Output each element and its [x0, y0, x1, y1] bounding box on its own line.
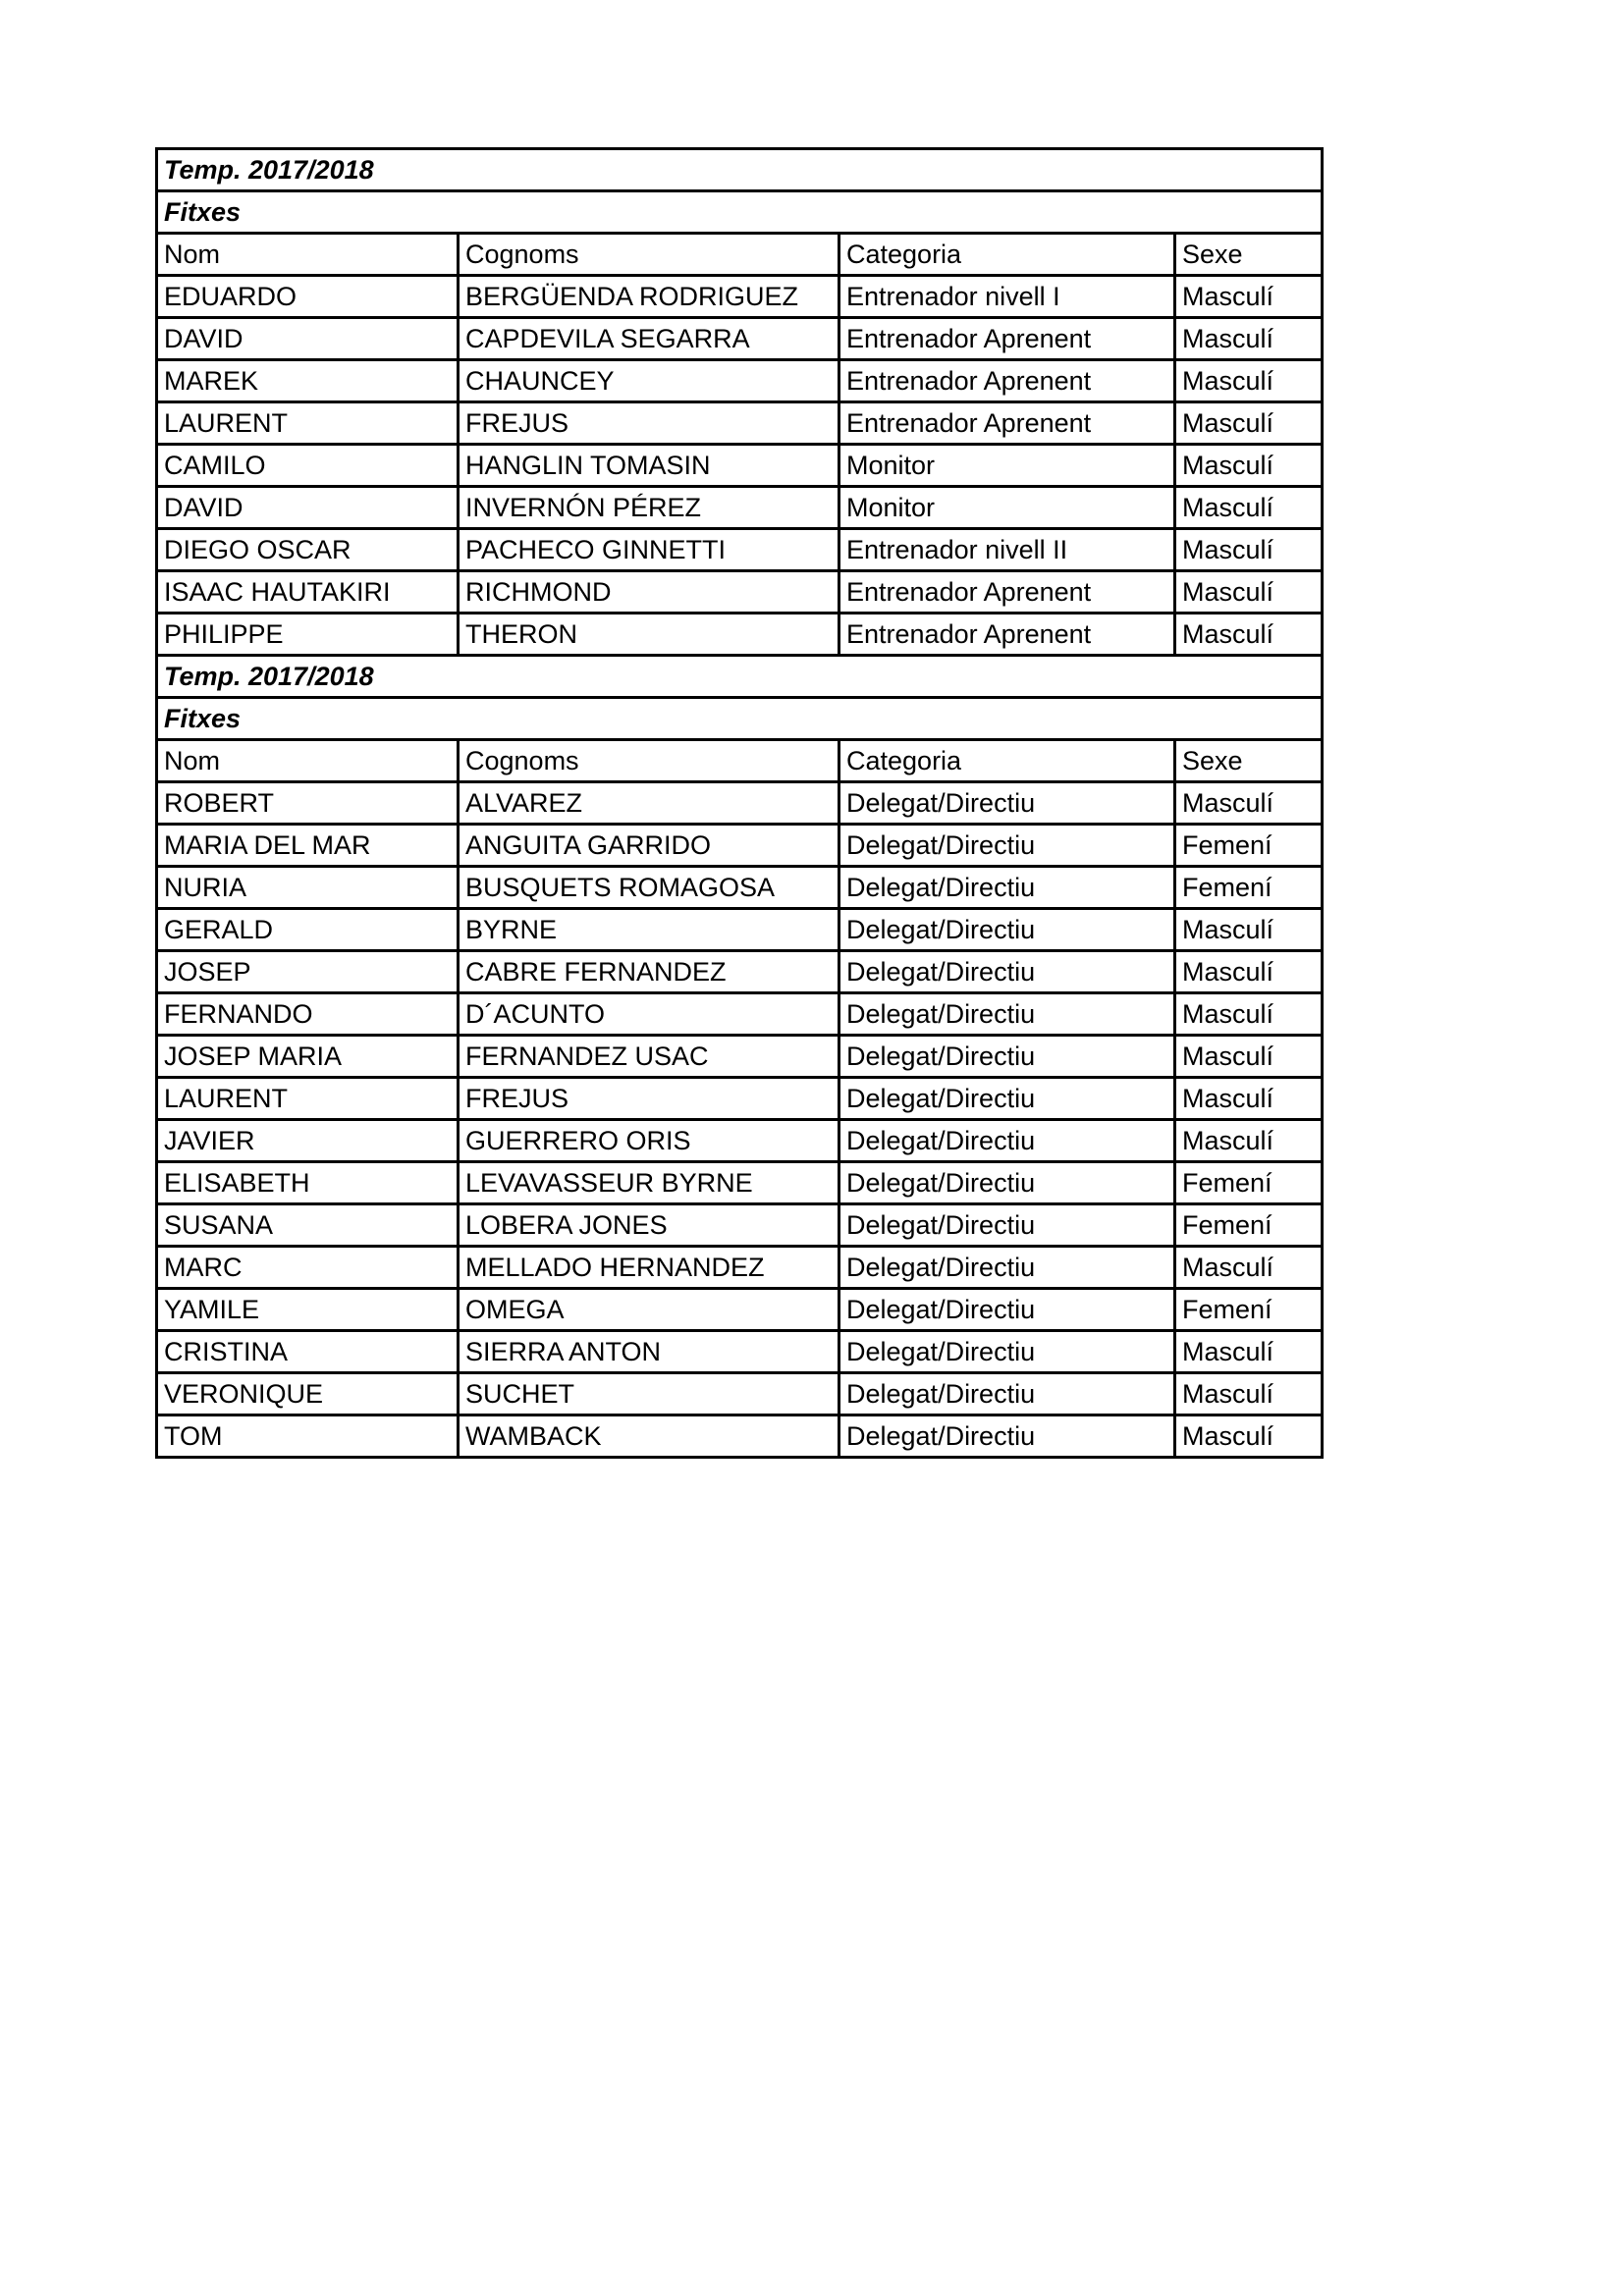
table-row: [157, 445, 1323, 487]
cell-categoria: Entrenador nivell II: [839, 529, 1175, 571]
cell-nom: TOM: [157, 1415, 459, 1458]
section-row: [157, 191, 1323, 234]
table-row: [157, 318, 1323, 360]
cell-sexe: Masculí: [1175, 529, 1323, 571]
column-header-nom: Nom: [157, 740, 459, 782]
cell-sexe: Masculí: [1175, 1415, 1323, 1458]
cell-nom: SUSANA: [157, 1204, 459, 1247]
season-row: [157, 656, 1323, 698]
cell-categoria: Delegat/Directiu: [839, 1204, 1175, 1247]
table-row: [157, 360, 1323, 402]
section-label: Fitxes: [157, 698, 1323, 740]
cell-nom: CRISTINA: [157, 1331, 459, 1373]
cell-nom: FERNANDO: [157, 993, 459, 1036]
table-row: [157, 487, 1323, 529]
cell-sexe: Masculí: [1175, 1036, 1323, 1078]
cell-categoria: Delegat/Directiu: [839, 1036, 1175, 1078]
table-row: [157, 909, 1323, 951]
table-row: [157, 1162, 1323, 1204]
cell-nom: MARIA DEL MAR: [157, 825, 459, 867]
cell-categoria: Delegat/Directiu: [839, 1331, 1175, 1373]
cell-nom: CAMILO: [157, 445, 459, 487]
cell-categoria: Delegat/Directiu: [839, 825, 1175, 867]
cell-categoria: Entrenador Aprenent: [839, 402, 1175, 445]
cell-nom: JOSEP: [157, 951, 459, 993]
cell-nom: PHILIPPE: [157, 614, 459, 656]
cell-cognoms: FREJUS: [459, 1078, 839, 1120]
season-label: Temp. 2017/2018: [157, 656, 1323, 698]
cell-cognoms: OMEGA: [459, 1289, 839, 1331]
cell-sexe: Masculí: [1175, 487, 1323, 529]
cell-nom: JOSEP MARIA: [157, 1036, 459, 1078]
cell-cognoms: CAPDEVILA SEGARRA: [459, 318, 839, 360]
cell-nom: MAREK: [157, 360, 459, 402]
cell-cognoms: BERGÜENDA RODRIGUEZ: [459, 276, 839, 318]
table-row: [157, 402, 1323, 445]
cell-cognoms: LOBERA JONES: [459, 1204, 839, 1247]
table-row: [157, 951, 1323, 993]
cell-cognoms: SUCHET: [459, 1373, 839, 1415]
column-header-nom: Nom: [157, 234, 459, 276]
table-row: [157, 529, 1323, 571]
table-row: [157, 1247, 1323, 1289]
cell-nom: VERONIQUE: [157, 1373, 459, 1415]
cell-sexe: Masculí: [1175, 614, 1323, 656]
cell-nom: MARC: [157, 1247, 459, 1289]
cell-categoria: Delegat/Directiu: [839, 1373, 1175, 1415]
cell-cognoms: WAMBACK: [459, 1415, 839, 1458]
cell-cognoms: CHAUNCEY: [459, 360, 839, 402]
column-header-row: [157, 740, 1323, 782]
column-header-categoria: Categoria: [839, 740, 1175, 782]
column-header-cognoms: Cognoms: [459, 740, 839, 782]
cell-sexe: Masculí: [1175, 782, 1323, 825]
cell-sexe: Masculí: [1175, 571, 1323, 614]
cell-cognoms: PACHECO GINNETTI: [459, 529, 839, 571]
table-row: [157, 825, 1323, 867]
cell-categoria: Delegat/Directiu: [839, 1289, 1175, 1331]
cell-categoria: Entrenador Aprenent: [839, 614, 1175, 656]
licenses-table-body: [157, 149, 1323, 1458]
cell-sexe: Femení: [1175, 1162, 1323, 1204]
cell-nom: LAURENT: [157, 402, 459, 445]
table-row: [157, 1078, 1323, 1120]
cell-nom: DAVID: [157, 487, 459, 529]
cell-nom: ELISABETH: [157, 1162, 459, 1204]
cell-categoria: Entrenador Aprenent: [839, 571, 1175, 614]
column-header-sexe: Sexe: [1175, 234, 1323, 276]
season-row: [157, 149, 1323, 191]
cell-categoria: Entrenador Aprenent: [839, 318, 1175, 360]
cell-nom: YAMILE: [157, 1289, 459, 1331]
licenses-table: [155, 147, 1324, 1459]
cell-categoria: Monitor: [839, 445, 1175, 487]
cell-nom: NURIA: [157, 867, 459, 909]
cell-sexe: Masculí: [1175, 1120, 1323, 1162]
cell-cognoms: CABRE FERNANDEZ: [459, 951, 839, 993]
table-row: [157, 1120, 1323, 1162]
cell-cognoms: ANGUITA GARRIDO: [459, 825, 839, 867]
table-row: [157, 993, 1323, 1036]
cell-categoria: Delegat/Directiu: [839, 1120, 1175, 1162]
cell-categoria: Delegat/Directiu: [839, 782, 1175, 825]
cell-categoria: Delegat/Directiu: [839, 993, 1175, 1036]
table-row: [157, 571, 1323, 614]
cell-nom: DAVID: [157, 318, 459, 360]
cell-categoria: Delegat/Directiu: [839, 1078, 1175, 1120]
cell-nom: DIEGO OSCAR: [157, 529, 459, 571]
cell-sexe: Masculí: [1175, 1078, 1323, 1120]
cell-sexe: Masculí: [1175, 1373, 1323, 1415]
cell-sexe: Masculí: [1175, 402, 1323, 445]
cell-sexe: Femení: [1175, 1289, 1323, 1331]
section-row: [157, 698, 1323, 740]
cell-sexe: Masculí: [1175, 951, 1323, 993]
season-label: Temp. 2017/2018: [157, 149, 1323, 191]
table-row: [157, 1373, 1323, 1415]
cell-cognoms: INVERNÓN PÉREZ: [459, 487, 839, 529]
column-header-row: [157, 234, 1323, 276]
section-label: Fitxes: [157, 191, 1323, 234]
cell-sexe: Masculí: [1175, 318, 1323, 360]
cell-sexe: Masculí: [1175, 360, 1323, 402]
cell-cognoms: ALVAREZ: [459, 782, 839, 825]
cell-cognoms: BUSQUETS ROMAGOSA: [459, 867, 839, 909]
cell-sexe: Femení: [1175, 1204, 1323, 1247]
cell-nom: EDUARDO: [157, 276, 459, 318]
cell-categoria: Delegat/Directiu: [839, 951, 1175, 993]
column-header-cognoms: Cognoms: [459, 234, 839, 276]
cell-nom: ISAAC HAUTAKIRI: [157, 571, 459, 614]
cell-nom: ROBERT: [157, 782, 459, 825]
cell-nom: LAURENT: [157, 1078, 459, 1120]
cell-sexe: Femení: [1175, 867, 1323, 909]
cell-sexe: Femení: [1175, 825, 1323, 867]
cell-cognoms: HANGLIN TOMASIN: [459, 445, 839, 487]
cell-categoria: Delegat/Directiu: [839, 1162, 1175, 1204]
cell-sexe: Masculí: [1175, 993, 1323, 1036]
cell-categoria: Entrenador nivell I: [839, 276, 1175, 318]
cell-cognoms: LEVAVASSEUR BYRNE: [459, 1162, 839, 1204]
table-row: [157, 1289, 1323, 1331]
cell-sexe: Masculí: [1175, 1247, 1323, 1289]
cell-cognoms: FERNANDEZ USAC: [459, 1036, 839, 1078]
cell-sexe: Masculí: [1175, 276, 1323, 318]
table-row: [157, 867, 1323, 909]
cell-cognoms: D´ACUNTO: [459, 993, 839, 1036]
table-row: [157, 276, 1323, 318]
table-row: [157, 782, 1323, 825]
cell-nom: JAVIER: [157, 1120, 459, 1162]
cell-categoria: Delegat/Directiu: [839, 1247, 1175, 1289]
licenses-report: [155, 147, 1324, 1459]
cell-categoria: Delegat/Directiu: [839, 1415, 1175, 1458]
cell-categoria: Monitor: [839, 487, 1175, 529]
cell-categoria: Delegat/Directiu: [839, 909, 1175, 951]
cell-cognoms: BYRNE: [459, 909, 839, 951]
cell-categoria: Entrenador Aprenent: [839, 360, 1175, 402]
cell-cognoms: GUERRERO ORIS: [459, 1120, 839, 1162]
cell-categoria: Delegat/Directiu: [839, 867, 1175, 909]
cell-cognoms: THERON: [459, 614, 839, 656]
column-header-categoria: Categoria: [839, 234, 1175, 276]
column-header-sexe: Sexe: [1175, 740, 1323, 782]
cell-cognoms: SIERRA ANTON: [459, 1331, 839, 1373]
cell-cognoms: FREJUS: [459, 402, 839, 445]
cell-sexe: Masculí: [1175, 1331, 1323, 1373]
cell-cognoms: RICHMOND: [459, 571, 839, 614]
cell-sexe: Masculí: [1175, 445, 1323, 487]
table-row: [157, 1204, 1323, 1247]
cell-cognoms: MELLADO HERNANDEZ: [459, 1247, 839, 1289]
table-row: [157, 1036, 1323, 1078]
table-row: [157, 1415, 1323, 1458]
cell-sexe: Masculí: [1175, 909, 1323, 951]
table-row: [157, 614, 1323, 656]
cell-nom: GERALD: [157, 909, 459, 951]
table-row: [157, 1331, 1323, 1373]
